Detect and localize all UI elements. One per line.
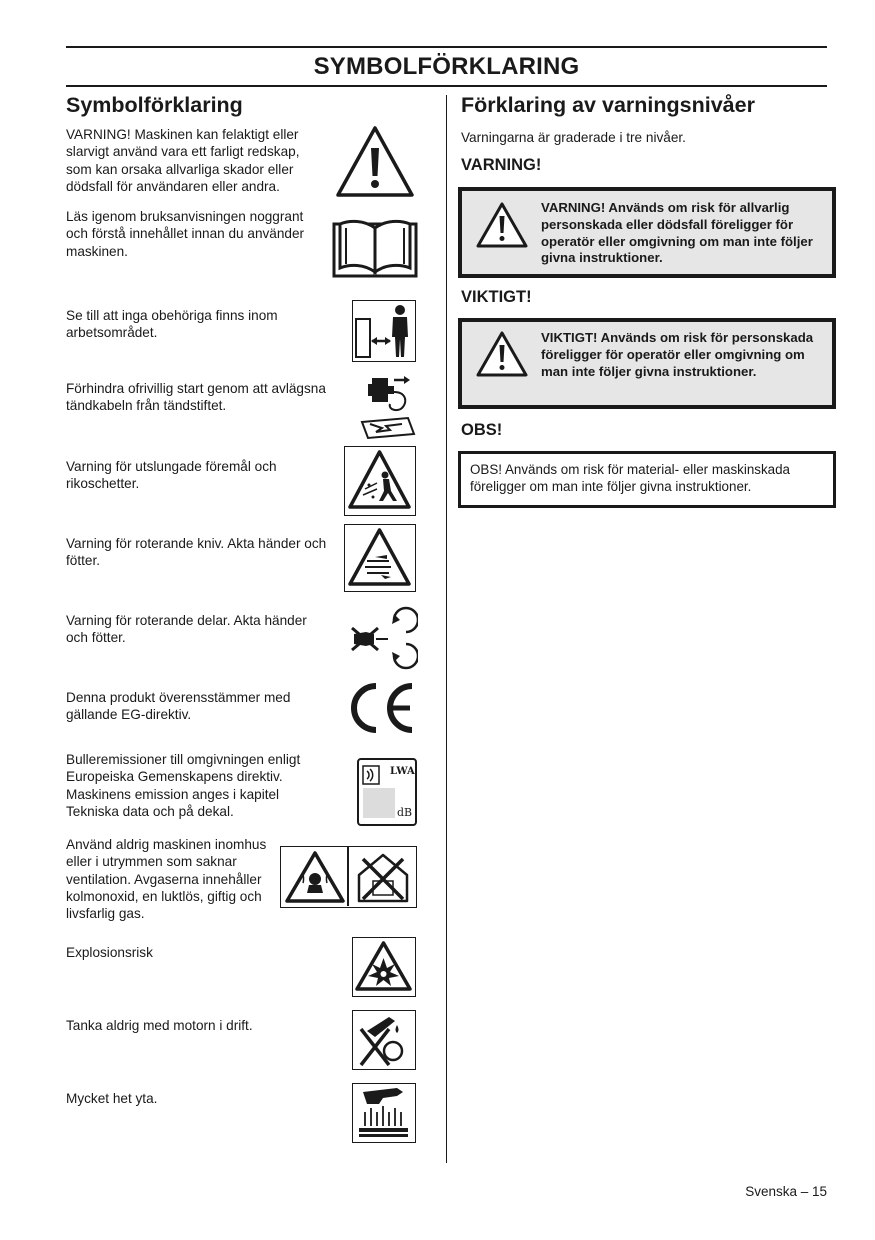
noise-value-panel: [363, 788, 395, 818]
level-heading-obs: OBS!: [461, 421, 503, 439]
lwa-label: LWA: [390, 766, 415, 777]
symbol-description: VARNING! Maskinen kan felaktigt eller slarvigt använd vara ett farligt redskap, som kan orsaka allvarliga skador eller dödsfall för användaren eller andra.: [66, 127, 300, 194]
db-label: dB: [397, 806, 413, 819]
read-manual-icon: [332, 216, 418, 278]
symbol-description: Läs igenom bruksanvisningen noggrant och förstå innehållet innan du använder maskinen.: [66, 209, 305, 259]
no-indoor-use-icon: [280, 846, 417, 908]
symbol-description: Varning för roterande delar. Akta händer och fötter.: [66, 613, 307, 646]
warning-triangle-icon: [334, 124, 416, 200]
symbol-description: Se till att inga obehöriga finns inom arbetsområdet.: [66, 308, 278, 341]
rotating-blade-icon: [344, 524, 416, 592]
symbol-description: Varning för roterande kniv. Akta händer och fötter.: [66, 536, 327, 569]
right-section-title: Förklaring av varningsnivåer: [461, 93, 755, 117]
levels-intro: Varningarna är graderade i tre nivåer.: [461, 130, 686, 145]
symbol-description: Använd aldrig maskinen inomhus eller i utrymmen som saknar ventilation. Avgaserna innehåller kolmonoxid, en luktlös, giftig och livsfarlig gas.: [66, 837, 267, 922]
noise-emission-icon: [357, 758, 417, 826]
symbol-description: Mycket het yta.: [66, 1091, 158, 1106]
symbol-description: Bulleremissioner till omgivningen enligt Europeiska Gemenskapens direktiv. Maskinens emission anges i kapitel Tekniska data och på dekal.: [66, 752, 301, 819]
warning-box-text: VIKTIGT! Används om risk för personskada föreligger för operatör eller omgivning om man inte följer givna instruktioner.: [541, 330, 814, 379]
rotating-parts-icon: [348, 604, 418, 670]
level-heading-viktigt: VIKTIGT!: [461, 288, 532, 306]
keep-distance-icon: [352, 300, 416, 362]
page-header-title: SYMBOLFÖRKLARING: [313, 53, 580, 80]
level-heading-varning: VARNING!: [461, 156, 542, 174]
symbol-description: Explosionsrisk: [66, 945, 153, 960]
warning-box-text: VARNING! Används om risk för allvarlig personskada eller dödsfall föreligger för operatör eller omgivning om man inte följer givna instruktioner.: [541, 200, 813, 266]
notice-box-text: OBS! Används om risk för material- eller maskinskada föreligger om man inte följer givna instruktioner.: [470, 462, 791, 495]
symbol-description: Förhindra ofrivillig start genom att avlägsna tändkabeln från tändstiftet.: [66, 381, 326, 414]
warning-triangle-icon: [475, 330, 529, 378]
warning-box-viktigt: [458, 318, 836, 409]
header-bottom-rule: [66, 85, 827, 87]
notice-box-obs: [458, 451, 836, 508]
symbol-description: Tanka aldrig med motorn i drift.: [66, 1018, 253, 1033]
column-divider: [446, 95, 447, 1163]
warning-box-varning: [458, 187, 836, 278]
page-footer: Svenska – 15: [745, 1184, 827, 1199]
ce-mark-icon: [346, 680, 418, 736]
hot-surface-icon: [352, 1083, 416, 1143]
left-section-title: Symbolförklaring: [66, 93, 243, 117]
explosion-risk-icon: [352, 937, 416, 997]
warning-triangle-icon: [475, 201, 529, 249]
no-refuel-running-icon: [352, 1010, 416, 1070]
header-top-rule: [66, 46, 827, 48]
thrown-objects-icon: [344, 446, 416, 516]
symbol-description: Varning för utslungade föremål och rikoschetter.: [66, 459, 277, 492]
spark-plug-icon: [358, 372, 418, 440]
symbol-description: Denna produkt överensstämmer med gällande EG-direktiv.: [66, 690, 291, 723]
